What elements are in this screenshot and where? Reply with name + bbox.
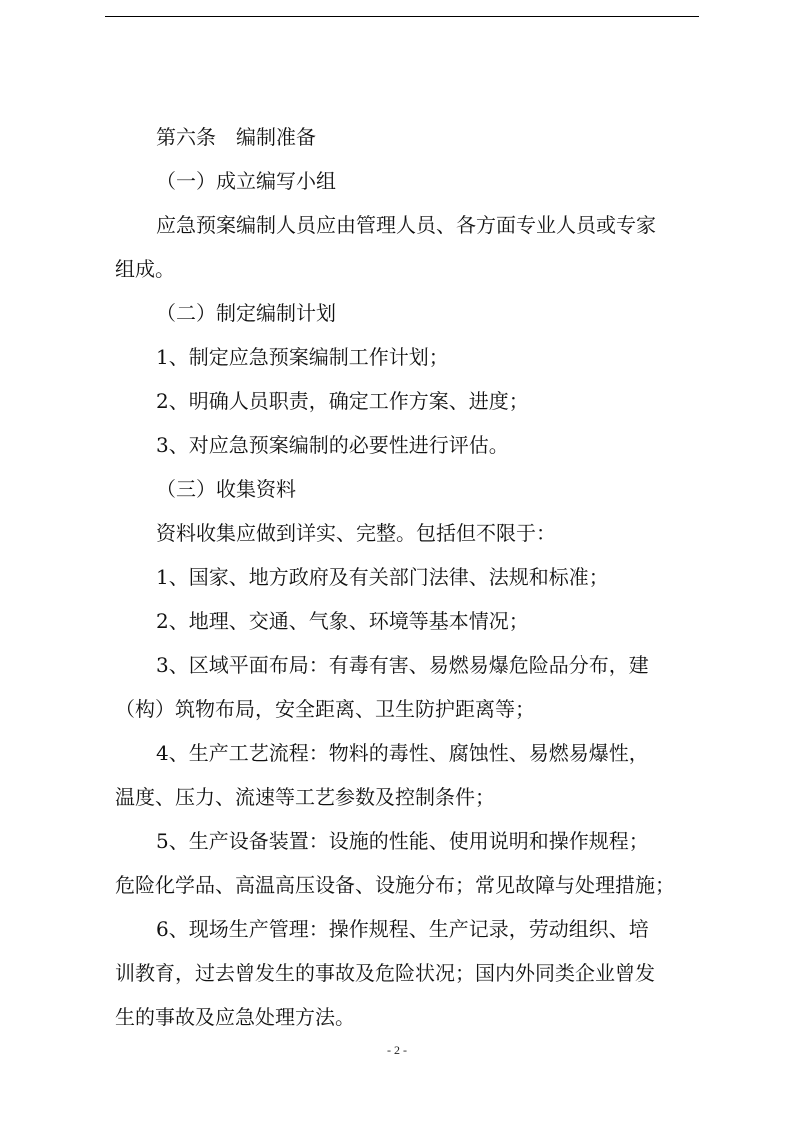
article-heading: 第六条 编制准备: [156, 125, 316, 149]
section-heading-1: （一）成立编写小组: [156, 169, 336, 193]
list-item-continuation: 训教育，过去曾发生的事故及危险状况；国内外同类企业曾发: [115, 961, 655, 985]
list-item: 2、地理、交通、气象、环境等基本情况；: [156, 609, 529, 633]
section-heading-2: （二）制定编制计划: [156, 301, 336, 325]
document-body: [115, 115, 685, 1039]
list-item: 2、明确人员职责，确定工作方案、进度；: [156, 389, 529, 413]
list-item: 1、国家、地方政府及有关部门法律、法规和标准；: [156, 565, 609, 589]
page-number: - 2 -: [387, 1043, 407, 1057]
list-item-continuation: （构）筑物布局，安全距离、卫生防护距离等；: [115, 697, 535, 721]
list-item: 3、区域平面布局：有毒有害、易燃易爆危险品分布，建: [156, 653, 649, 677]
list-item: 3、对应急预案编制的必要性进行评估。: [156, 433, 509, 457]
list-item: 5、生产设备装置：设施的性能、使用说明和操作规程；: [156, 829, 649, 853]
list-item-continuation: 生的事故及应急处理方法。: [115, 1005, 355, 1029]
list-item: 6、现场生产管理：操作规程、生产记录，劳动组织、培: [156, 917, 649, 941]
list-item-continuation: 温度、压力、流速等工艺参数及控制条件；: [115, 785, 495, 809]
paragraph-line: 组成。: [115, 257, 175, 281]
paragraph-line: 应急预案编制人员应由管理人员、各方面专业人员或专家: [156, 213, 656, 237]
header-rule: [105, 16, 699, 17]
list-item: 4、生产工艺流程：物料的毒性、腐蚀性、易燃易爆性，: [156, 741, 649, 765]
list-item-continuation: 危险化学品、高温高压设备、设施分布；常见故障与处理措施；: [115, 873, 675, 897]
paragraph-line: 资料收集应做到详实、完整。包括但不限于：: [156, 521, 556, 545]
list-item: 1、制定应急预案编制工作计划；: [156, 345, 449, 369]
section-heading-3: （三）收集资料: [156, 477, 296, 501]
